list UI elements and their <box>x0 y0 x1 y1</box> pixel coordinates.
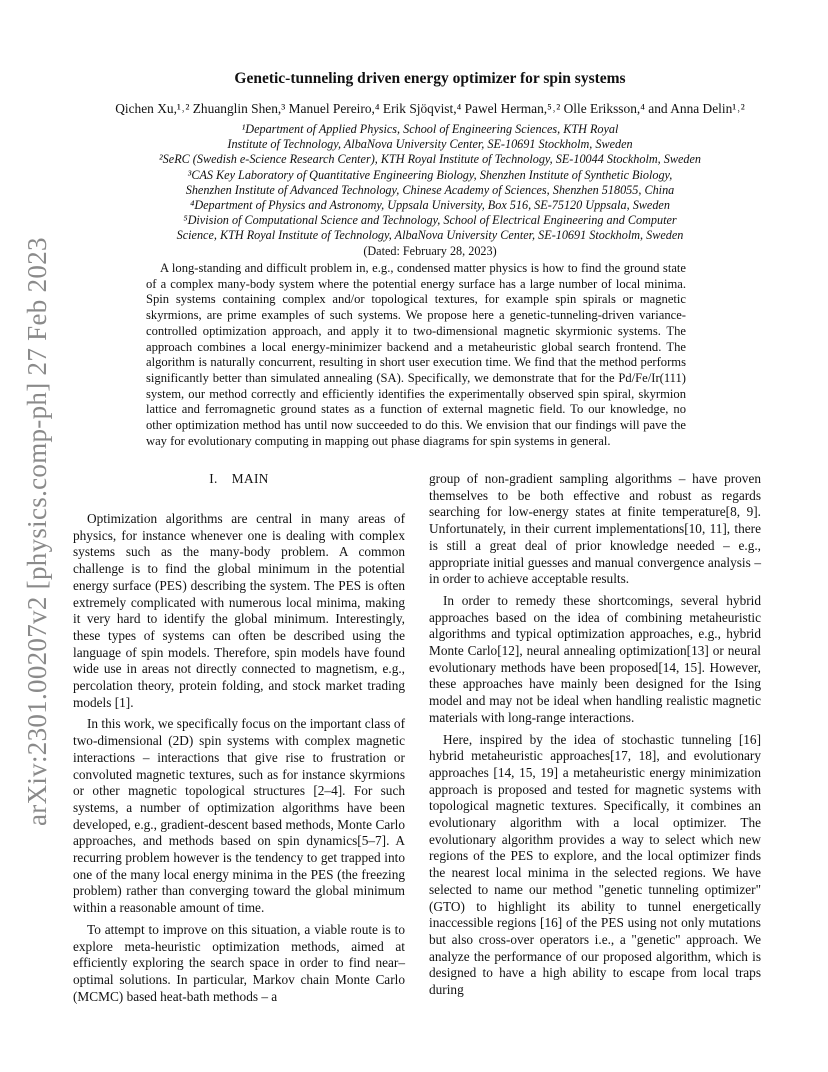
section-number: I. <box>209 471 218 486</box>
body-paragraph: Here, inspired by the idea of stochastic tunneling [16] hybrid metaheuristic approaches[17, 18], and evolutionary approaches [14, 15, 19] a metaheuristic energy minimization approach is proposed and tested for magnetic systems with topological magnetic textures. Specifically, it combines an evolutionary algorithm with a local optimizer. The evolutionary algorithm provides a way to select which new regions of the PES to explore, and the local optimizer finds the nearest local minima in the selected regions. We have selected to name our method "genetic tunneling optimizer" (GTO) to highlight its ability to tunnel energetically inaccessible regions [16] of the PES using not only mutations but also cross-over operators i.e., a "genetic" approach. We analyze the performance of our proposed algorithm, which is designed to have a high ability to escape from local traps during <box>429 731 761 998</box>
abstract-text: A long-standing and difficult problem in, e.g., condensed matter physics is how to find the ground state of a complex many-body system where the potential energy surface has a large number of local minima. Spin systems containing complex and/or topological textures, for example spin spirals or magnetic skyrmions, are prime examples of such systems. We propose here a genetic-tunneling-driven variance-controlled optimization approach, and apply it to two-dimensional magnetic skyrmionic systems. The approach combines a local energy-minimizer backend and a metaheuristic global search frontend. The algorithm is naturally concurrent, resulting in short user execution time. We find that the method performs significantly better than simulated annealing (SA). Specifically, we demonstrate that for the Pd/Fe/Ir(111) system, our method correctly and efficiently identifies the experimentally observed spin spiral, skyrmion lattice and ferromagnetic ground states as a function of external magnetic field. To our knowledge, no other optimization method has until now succeeded to do this. We envision that our findings will pave the way for evolutionary computing in mapping out phase diagrams for spin systems in general. <box>146 261 686 448</box>
affiliation-line: ¹Department of Applied Physics, School of Engineering Sciences, KTH Royal <box>241 122 619 136</box>
affiliation-line: ³CAS Key Laboratory of Quantitative Engineering Biology, Shenzhen Institute of Synthetic Biology, <box>187 167 673 182</box>
body-paragraph: In this work, we specifically focus on the important class of two-dimensional (2D) spin systems with complex magnetic interactions – interactions that give rise to frustration or convoluted magnetic textures, such as for instance skyrmions or other magnetic topological structures [2–4]. For such systems, a number of optimization algorithms have been developed, e.g., gradient-descent based methods, Monte Carlo approaches, and methods based on spin dynamics[5–7]. A recurring problem however is the tendency to get trapped into one of the many local energy minima in the PES (the freezing problem) rather than converging toward the global minimum within a reasonable amount of time. <box>73 716 405 916</box>
body-paragraph: group of non-gradient sampling algorithms – have proven themselves to be both effective and robust as regards searching for low-energy states at finite temperature[8, 9]. Unfortunately, in their current implementations[10, 11], there is still a great deal of prior knowledge needed – e.g., appropriate initial guesses and manual convergence analysis – in order to achieve acceptable results. <box>429 471 761 587</box>
affiliation-line: Institute of Technology, AlbaNova University Center, SE-10691 Stockholm, Sweden <box>227 137 633 152</box>
affiliation-line: ⁵Division of Computational Science and Technology, School of Electrical Engineering and Computer <box>183 213 677 228</box>
affiliation-line: ²SeRC (Swedish e-Science Research Center), KTH Royal Institute of Technology, SE-10044 Stockholm, Sweden <box>159 152 701 167</box>
section-heading <box>73 471 405 487</box>
affiliation-line: Shenzhen Institute of Advanced Technology, Chinese Academy of Sciences, Shenzhen 518055, China <box>185 182 675 197</box>
left-column <box>73 471 405 1010</box>
right-column <box>429 471 761 1004</box>
body-paragraph: Optimization algorithms are central in many areas of physics, for instance whenever one is dealing with complex systems such as the many-body problem. A common challenge is to find the global minimum in the potential energy surface (PES) describing the system. The PES is often extremely complicated with numerous local minima, making it very hard to identify the global minimum. Interestingly, these types of systems can often be described using the language of spin models. Therefore, spin models have found wide use in areas not directly connected to magnetism, e.g., percolation theory, protein folding, and stock market trading models [1]. <box>73 511 405 710</box>
affiliations-block <box>90 122 770 259</box>
arxiv-identifier-stamp: arXiv:2301.00207v2 [physics.comp-ph] 27 Feb 2023 <box>22 237 52 826</box>
affiliation-line: ⁴Department of Physics and Astronomy, Uppsala University, Box 516, SE-75120 Uppsala, Sweden <box>190 198 670 213</box>
abstract <box>146 261 686 449</box>
author-list: Qichen Xu,¹˒² Zhuanglin Shen,³ Manuel Pereiro,⁴ Erik Sjöqvist,⁴ Pawel Herman,⁵˒² Olle Eriksson,⁴ and Anna Delin¹˒² <box>115 101 745 116</box>
body-paragraph: To attempt to improve on this situation, a viable route is to explore meta-heuristic optimization methods, aimed at efficiently exploring the search space in order to find near–optimal solutions. In particular, Markov chain Monte Carlo (MCMC) based heat-bath methods – a <box>73 921 405 1004</box>
body-paragraph: In order to remedy these shortcomings, several hybrid approaches based on the idea of combining metaheuristic algorithms and typical optimization approaches, e.g., hybrid Monte Carlo[12], neural annealing optimization[13] or neural evolutionary methods have been proposed[14, 15]. However, these approaches have mainly been designed for the Ising model and may not be ideal when handling realistic magnetic materials with long-range interactions. <box>429 592 761 725</box>
date-line: (Dated: February 28, 2023) <box>363 243 497 258</box>
section-title: MAIN <box>231 471 269 486</box>
affiliation-line: Science, KTH Royal Institute of Technology, AlbaNova University Center, SE-10691 Stockholm, Sweden <box>176 228 684 243</box>
paper-title: Genetic-tunneling driven energy optimizer for spin systems <box>234 70 626 87</box>
